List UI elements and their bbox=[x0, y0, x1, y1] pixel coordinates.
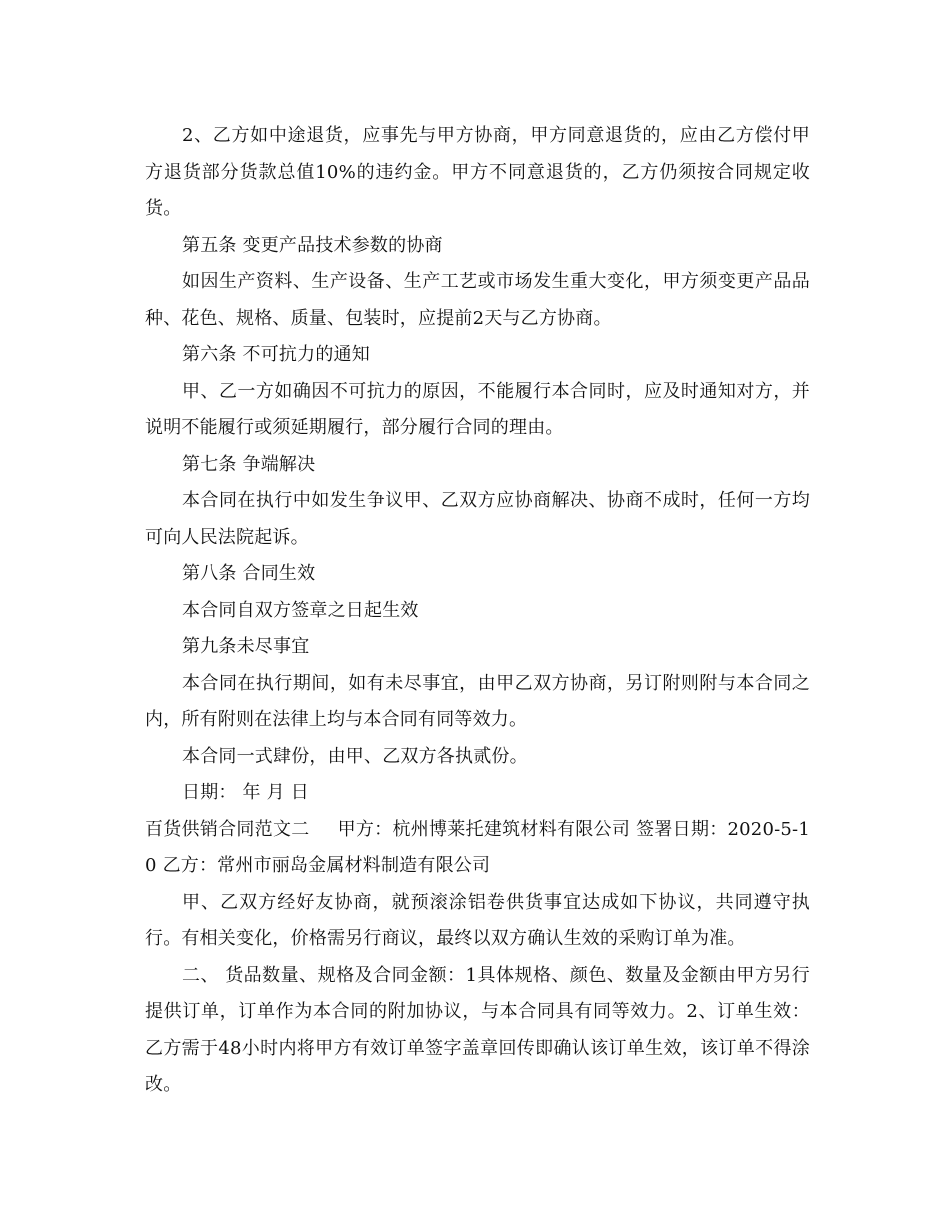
article-7-heading: 第七条 争端解决 bbox=[182, 453, 316, 475]
article-8-heading: 第八条 合同生效 bbox=[182, 563, 316, 584]
contract-two-parties: 甲方：杭州博莱托建筑材料有限公司 签署日期：2020-5-10 乙方：常州市丽岛金属材料制造有限公司 bbox=[145, 818, 810, 876]
article-6-heading: 第六条 不可抗力的通知 bbox=[182, 344, 370, 365]
article-5-body: 如因生产资料、生产设备、生产工艺或市场发生重大变化，甲方须变更产品品种、花色、规格、质量、包装时，应提前2天与乙方协商。 bbox=[145, 271, 810, 329]
article-6-body: 甲、乙一方如确因不可抗力的原因，不能履行本合同时，应及时通知对方，并说明不能履行或须延期履行，部分履行合同的理由。 bbox=[145, 380, 810, 438]
contract-two-intro: 甲、乙双方经好友协商，就预滚涂铝卷供货事宜达成如下协议，共同遵守执行。有相关变化，价格需另行商议，最终以双方确认生效的采购订单为准。 bbox=[145, 891, 810, 949]
contract-two-heading-line bbox=[145, 812, 810, 885]
contract-two-title: 百货供销合同范文二 bbox=[145, 818, 310, 840]
article-9-body: 本合同在执行期间，如有未尽事宜，由甲乙双方协商，另订附则附与本合同之内，所有附则在法律上均与本合同有同等效力。 bbox=[145, 672, 810, 730]
copies-clause: 本合同一式肆份，由甲、乙双方各执贰份。 bbox=[182, 745, 528, 767]
article-5-heading: 第五条 变更产品技术参数的协商 bbox=[182, 234, 443, 256]
paragraph-return-clause: 2、乙方如中途退货，应事先与甲方协商，甲方同意退货的，应由乙方偿付甲方退货部分货款总值10%的违约金。甲方不同意退货的，乙方仍须按合同规定收货。 bbox=[145, 125, 810, 219]
article-9-heading: 第九条未尽事宜 bbox=[182, 636, 310, 657]
date-line: 日期： 年 月 日 bbox=[182, 782, 309, 803]
article-7-body: 本合同在执行中如发生争议甲、乙双方应协商解决、协商不成时，任何一方均可向人民法院起诉。 bbox=[145, 490, 810, 548]
contract-two-section-2: 二、 货品数量、规格及合同金额：1具体规格、颜色、数量及金额由甲方另行提供订单，订单作为本合同的附加协议，与本合同具有同等效力。2、订单生效：乙方需于48小时内将甲方有效订单签字盖章回传即确认该订单生效，该订单不得涂改。 bbox=[145, 964, 810, 1095]
article-8-body: 本合同自双方签章之日起生效 bbox=[182, 599, 419, 621]
document-body bbox=[145, 118, 810, 1104]
